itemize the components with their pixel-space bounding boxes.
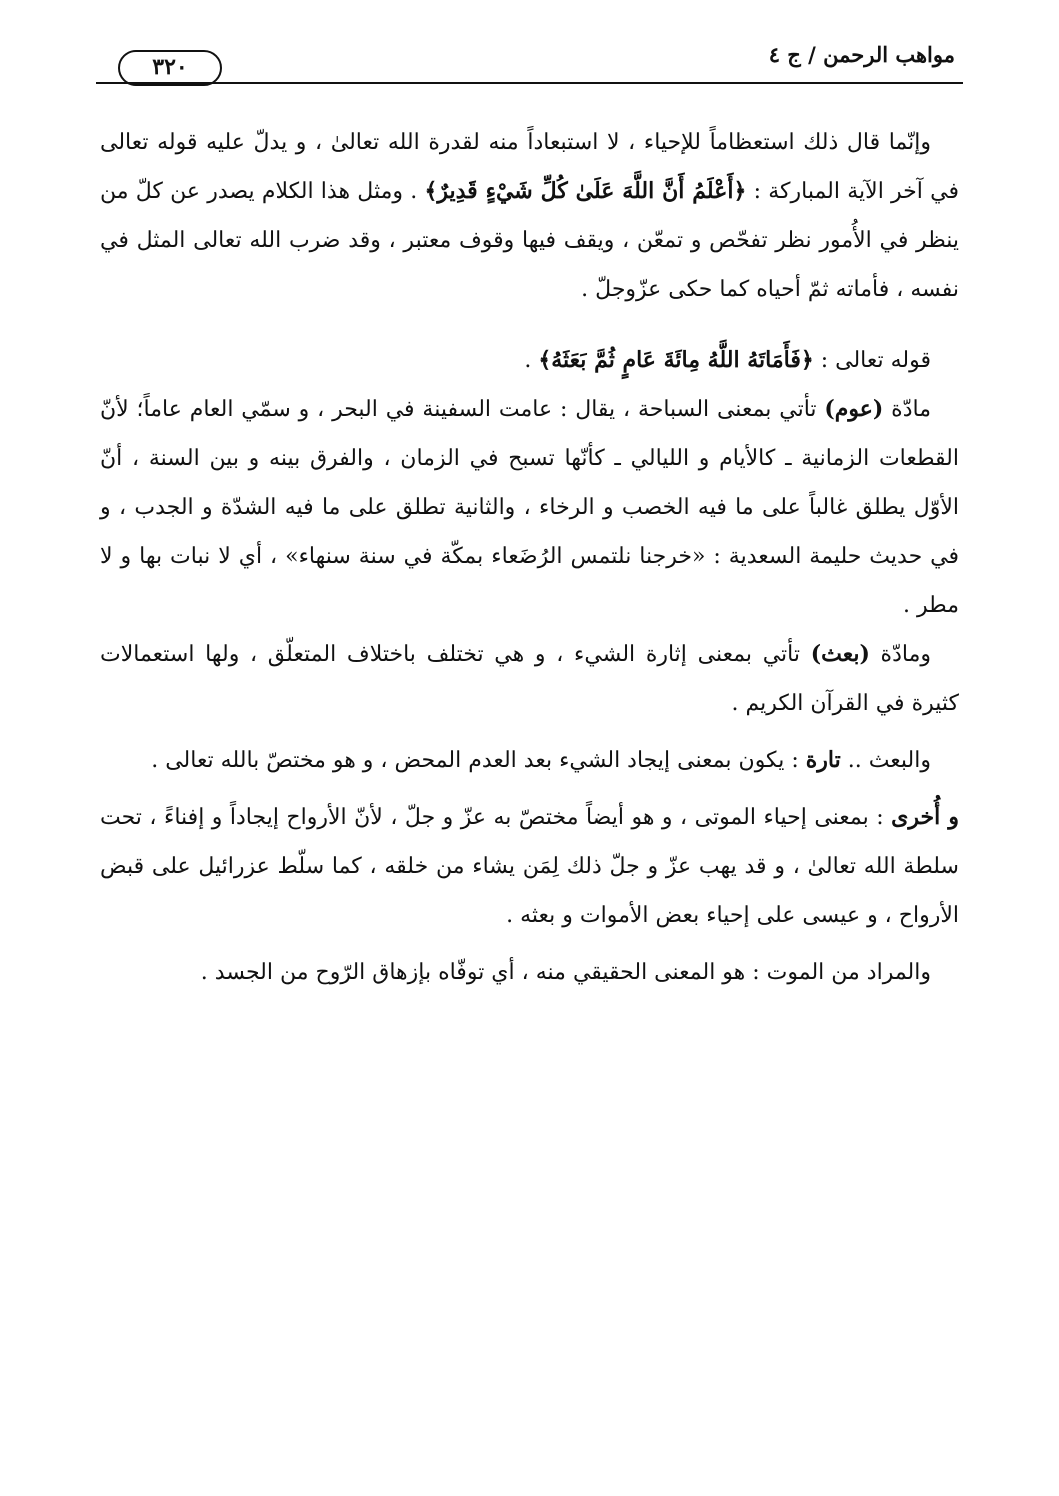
header-rule xyxy=(96,82,963,84)
paragraph-2 xyxy=(100,336,959,385)
text-segment: قوله تعالى : xyxy=(813,348,931,373)
text-segment: . xyxy=(524,348,539,373)
paragraph-3 xyxy=(100,385,959,630)
text-segment: والمراد من الموت : هو المعنى الحقيقي منه ، أي توفّاه بإزهاق الرّوح من الجسد . xyxy=(200,960,931,985)
running-title: مواهب الرحمن / ج ٤ xyxy=(768,42,955,67)
paragraph-4 xyxy=(100,630,959,728)
page-number: ٣٢٠ xyxy=(118,50,222,86)
body-text xyxy=(100,118,959,997)
quran-verse: ﴿أَعْلَمُ أَنَّ اللَّهَ عَلَىٰ كُلِّ شَيْءٍ قَدِيرٌ﴾ xyxy=(424,178,747,204)
quran-verse: ﴿فَأَمَاتَهُ اللَّهُ مِائَةَ عَامٍ ثُمَّ بَعَثَهُ﴾ xyxy=(538,347,814,373)
text-segment: والبعث .. xyxy=(840,748,931,773)
paragraph-5 xyxy=(100,736,959,785)
text-segment: وإنّما قال ذلك استعظاماً للإحياء ، لا استبعاداً منه لقدرة الله تعالىٰ ، و يدلّ عليه قوله تعالى في آخر الآية المباركة : xyxy=(100,130,959,204)
paragraph-6 xyxy=(100,793,959,940)
paragraph-1 xyxy=(100,118,959,314)
text-segment: تأتي بمعنى إثارة الشيء ، و هي تختلف باختلاف المتعلّق ، ولها استعمالات كثيرة في القرآن الكريم . xyxy=(100,642,959,716)
text-segment: . ومثل هذا الكلام يصدر عن كلّ من ينظر في الأُمور نظر تفحّص و تمعّن ، ويقف فيها وقوف معتبر ، وقد ضرب الله تعالى المثل في نفسه ، فأماته ثمّ أحياه كما حكى عزّوجلّ . xyxy=(100,179,959,302)
paragraph-7 xyxy=(100,948,959,997)
text-segment: ومادّة xyxy=(869,642,931,667)
term-word: تارة xyxy=(805,747,841,773)
term-word: و أُخرى xyxy=(891,804,959,830)
term-word: (عوم) xyxy=(824,396,884,422)
text-segment: تأتي بمعنى السباحة ، يقال : عامت السفينة في البحر ، و سمّي العام عاماً؛ لأنّ القطعات الزمانية ـ كالأيام و الليالي ـ كأنّها تسبح في الزمان ، والفرق بينه و بين السنة ، أنّ الأوّل يطلق غالباً على ما فيه الخصب و الرخاء ، والثانية تطلق على ما فيه الشدّة و الجدب ، و في حديث حليمة السعدية : «خرجنا نلتمس الرُضَعاء بمكّة في سنة سنهاء» ، أي لا نبات بها و لا مطر . xyxy=(100,397,959,618)
page-header xyxy=(96,28,963,84)
text-segment: : بمعنى إحياء الموتى ، و هو أيضاً مختصّ به عزّ و جلّ ، لأنّ الأرواح إيجاداً و إفناءً ، تحت سلطة الله تعالىٰ ، و قد يهب عزّ و جلّ ذلك لِمَن يشاء من خلقه ، كما سلّط عزرائيل على قبض الأرواح ، و عيسى على إحياء بعض الأموات و بعثه . xyxy=(100,805,959,928)
term-word: (بعث) xyxy=(810,641,870,667)
text-segment: : يكون بمعنى إيجاد الشيء بعد العدم المحض ، و هو مختصّ بالله تعالى . xyxy=(151,748,806,773)
text-segment: مادّة xyxy=(883,397,931,422)
